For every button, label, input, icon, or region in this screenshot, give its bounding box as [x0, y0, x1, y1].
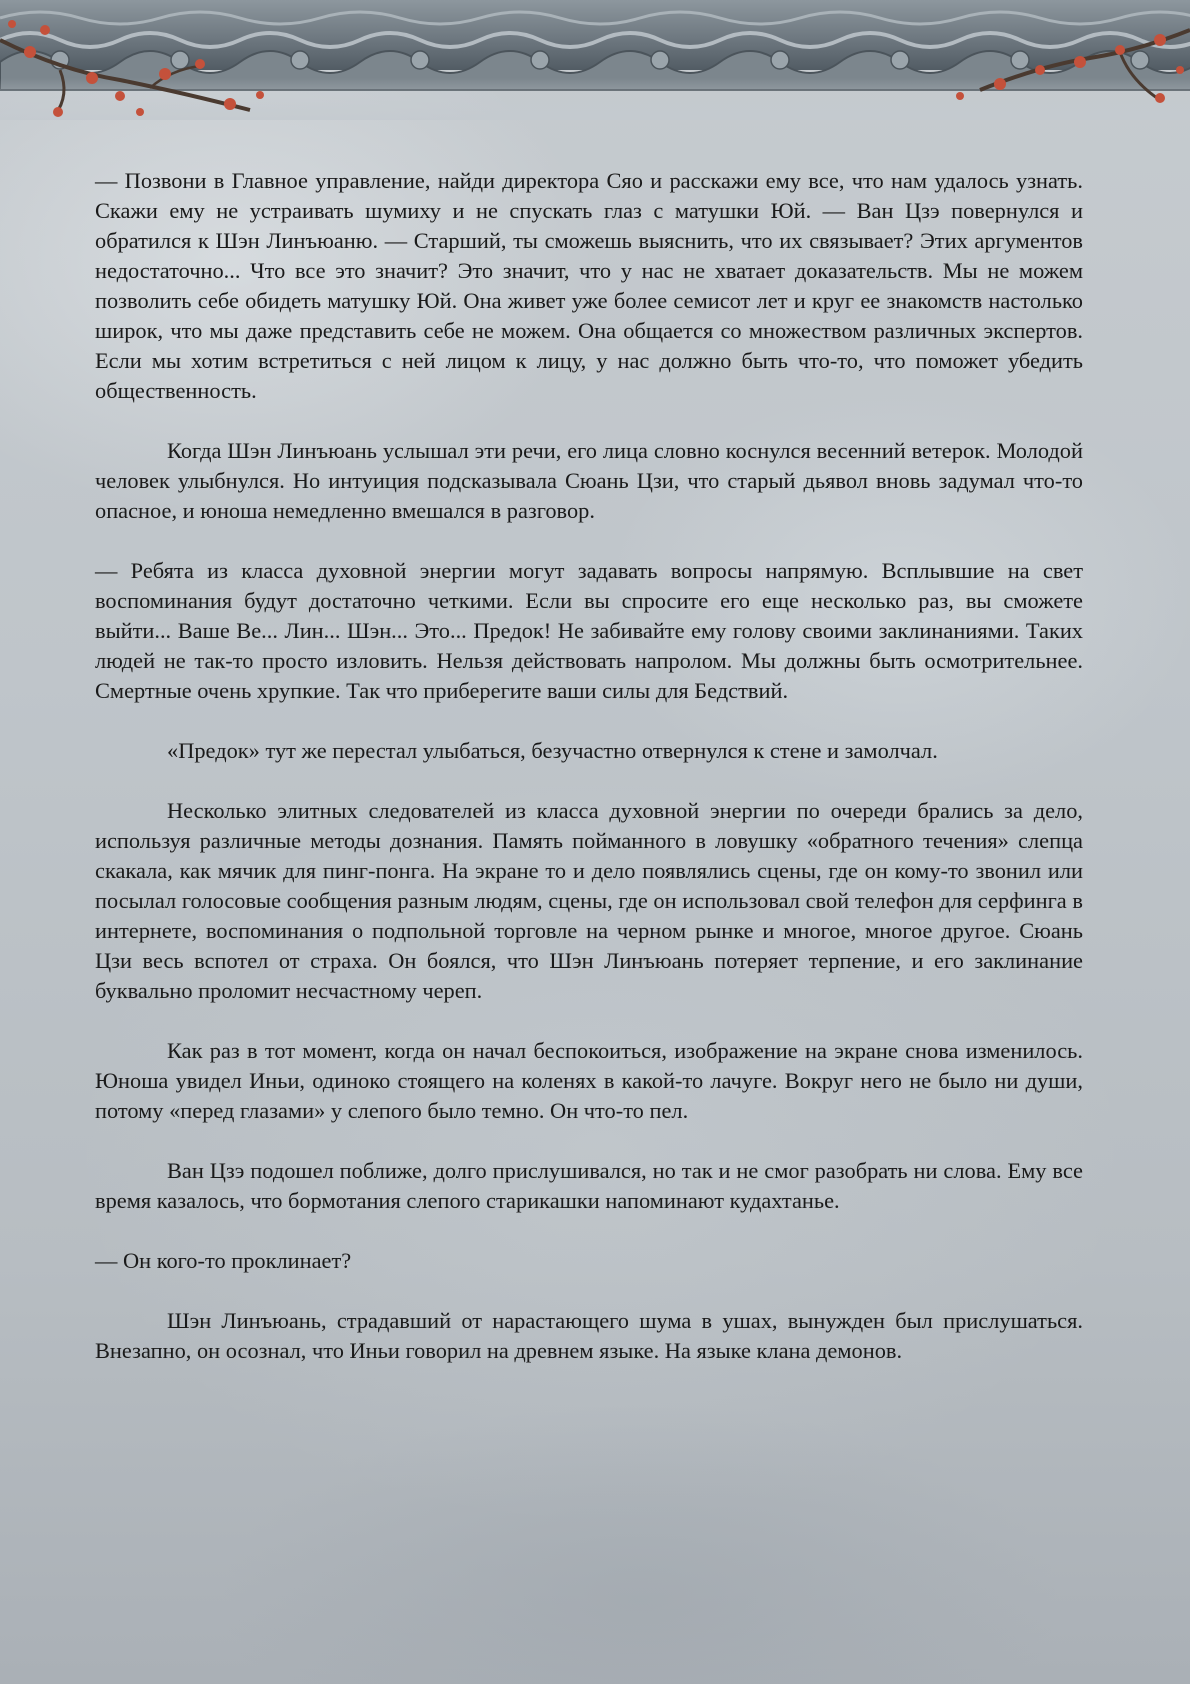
paragraph-6: Как раз в тот момент, когда он начал беспокоиться, изображение на экране снова изменилось. Юноша увидел Иньи, одиноко стоящего на коленях в какой-то лачуге. Вокруг него не было ни души, потому «перед глазами» у слепого было темно. Он что-то пел.	[95, 1038, 1083, 1123]
paragraph-1: — Позвони в Главное управление, найди директора Сяо и расскажи ему все, что нам удалось узнать. Скажи ему не устраивать шумиху и не спускать глаз с матушки Юй. — Ван Цзэ повернулся и обратился к Шэн Линъюаню. — Старший, ты сможешь выяснить, что их связывает? Этих аргументов недостаточно... Что все это значит? Это значит, что у нас не хватает доказательств. Мы не можем позволить себе обидеть матушку Юй. Она живет уже более семисот лет и круг ее знакомств настолько широк, что мы даже представить себе не можем. Она общается со множеством различных экспертов. Если мы хотим встретиться с ней лицом к лицу, у нас должно быть что-то, что поможет убедить общественность.	[95, 168, 1083, 403]
paragraph-3: — Ребята из класса духовной энергии могут задавать вопросы напрямую. Всплывшие на свет воспоминания будут достаточно четкими. Если вы спросите его еще несколько раз, вы сможете выйти... Ваше Ве... Лин... Шэн... Это... Предок! Не забивайте ему голову своими заклинаниями. Таких людей не так-то просто изловить. Нельзя действовать напролом. Мы должны быть осмотрительнее. Смертные очень хрупкие. Так что приберегите ваши силы для Бедствий.	[95, 558, 1083, 703]
paragraph-2: Когда Шэн Линъюань услышал эти речи, его лица словно коснулся весенний ветерок. Молодой человек улыбнулся. Но интуиция подсказывала Сюань Цзи, что старый дьявол вновь задумал что-то опасное, и юноша немедленно вмешался в разговор.	[95, 438, 1083, 523]
paragraph-8: — Он кого-то проклинает?	[95, 1248, 352, 1273]
paragraph-9: Шэн Линъюань, страдавший от нарастающего шума в ушах, вынужден был прислушаться. Внезапно, он осознал, что Иньи говорил на древнем языке. На языке клана демонов.	[95, 1308, 1083, 1363]
roof-fade	[0, 78, 1190, 120]
document-body	[95, 166, 1083, 1396]
paragraph-7: Ван Цзэ подошел поближе, долго прислушивался, но так и не смог разобрать ни слова. Ему все время казалось, что бормотания слепого старикашки напоминают кудахтанье.	[95, 1158, 1083, 1213]
roof-tiles-decoration	[0, 0, 1190, 120]
paragraph-5: Несколько элитных следователей из класса духовной энергии по очереди брались за дело, используя различные методы дознания. Память пойманного в ловушку «обратного течения» слепца скакала, как мячик для пинг-понга. На экране то и дело появлялись сцены, где он кому-то звонил или посылал голосовые сообщения разным людям, сцены, где он использовал свой телефон для серфинга в интернете, воспоминания о подпольной торговле на черном рынке и многое, многое другое. Сюань Цзи весь вспотел от страха. Он боялся, что Шэн Линъюань потеряет терпение, и его заклинание буквально проломит несчастному череп.	[95, 798, 1083, 1003]
paragraph-4: «Предок» тут же перестал улыбаться, безучастно отвернулся к стене и замолчал.	[167, 738, 938, 763]
